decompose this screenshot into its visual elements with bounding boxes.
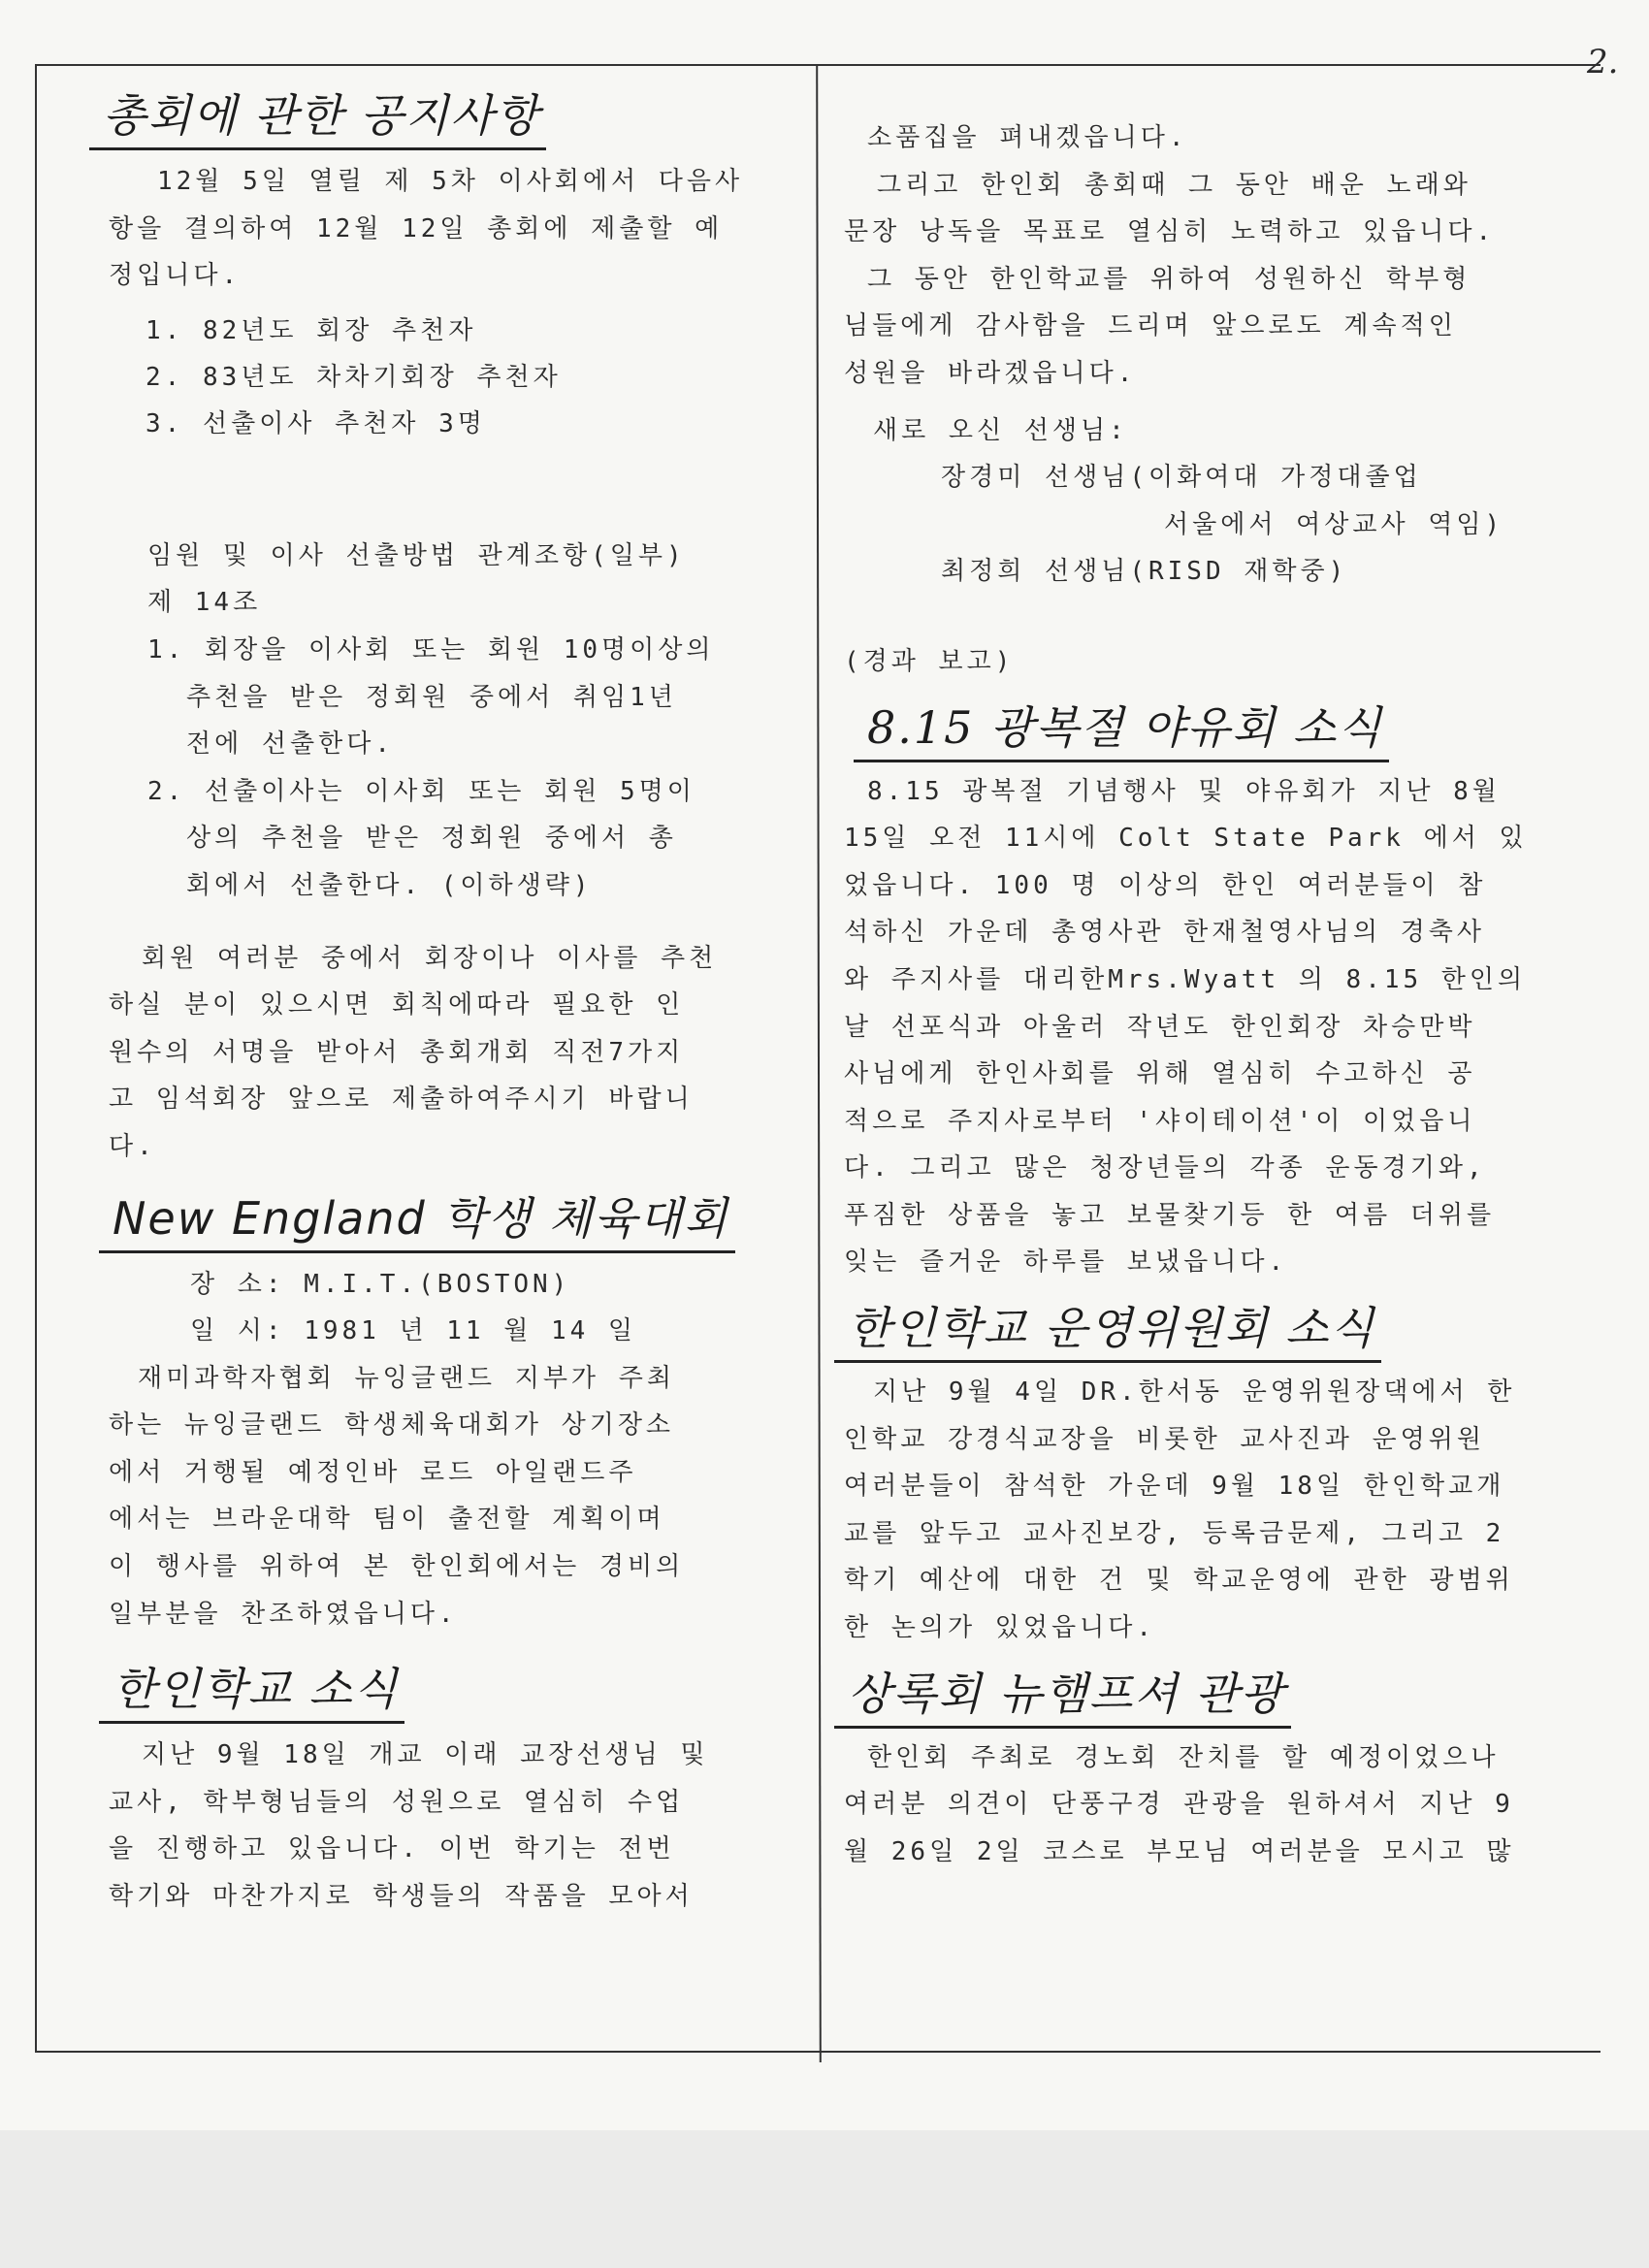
text-line: 회원 여러분 중에서 회장이나 이사를 추천: [142, 943, 718, 973]
text-line: 8.15 광복절 기념행사 및 야유회가 지난 8월: [867, 776, 1501, 806]
text-line: 12월 5일 열릴 제 5차 이사회에서 다음사: [157, 167, 744, 196]
text-line: 재미과학자협회 뉴잉글랜드 지부가 주최: [138, 1363, 675, 1393]
text-line: 한인회 주최로 경노회 잔치를 할 예정이었으나: [867, 1742, 1500, 1772]
text-line: 님들에게 감사함을 드리며 앞으로도 계속적인: [844, 311, 1457, 341]
text-line: 그 동안 한인학교를 위하여 성원하신 학부형: [867, 264, 1471, 294]
text-line: 적으로 주지사로부터 '샤이테이션'이 이었읍니: [844, 1106, 1476, 1136]
text-line: 회에서 선출한다. (이하생략): [186, 870, 593, 900]
text-line: 학기 예산에 대한 건 및 학교운영에 관한 광범위: [844, 1566, 1514, 1596]
text-line: 푸짐한 상품을 놓고 보물찾기등 한 여름 더위를: [844, 1200, 1496, 1230]
section-school-committee-news: [844, 1300, 1581, 1652]
text-line: 이 행사를 위하여 본 한인회에서는 경비의: [109, 1552, 685, 1582]
frame-left-rule: [35, 64, 37, 2053]
rule-item: [147, 627, 799, 768]
progress-report-label: (경과 보고): [844, 646, 1015, 676]
notice-intro: [109, 158, 799, 300]
section-heading: 한인학교 운영위원회 소식: [834, 1300, 1381, 1363]
section-heading: New England 학생 체육대회: [99, 1190, 735, 1253]
teacher-entry: 장경미 선생님(이화여대 가정대졸업: [941, 463, 1422, 493]
text-line: 다. 그리고 많은 청장년들의 각종 운동경기와,: [844, 1153, 1486, 1183]
section-heading: 한인학교 소식: [99, 1661, 404, 1724]
rules-article: 제 14조: [147, 588, 262, 618]
list-item: 3. 선출이사 추천자 3명: [146, 408, 486, 438]
text-line: 원수의 서명을 받아서 총회개회 직전7가지: [109, 1037, 685, 1067]
frame-top-rule: [37, 64, 1600, 66]
text-line: 상의 추천을 받은 정회원 중에서 총: [186, 824, 677, 854]
section-heading: 상록회 뉴햄프셔 관광: [834, 1666, 1291, 1729]
text-line: 었읍니다. 100 명 이상의 한인 여러분들이 참: [844, 870, 1487, 900]
text-line: 문장 낭독을 목표로 열심히 노력하고 있읍니다.: [844, 217, 1496, 247]
section-sports-meet: [109, 1190, 799, 1638]
text-line: 성원을 바라겠읍니다.: [844, 358, 1137, 388]
text-line: 하는 뉴잉글랜드 학생체육대회가 상기장소: [109, 1410, 675, 1441]
text-line: 지난 9월 4일 DR.한서동 운영위원장댁에서 한: [873, 1377, 1516, 1408]
text-line: 에서는 브라운대학 팀이 출전할 계획이며: [109, 1505, 665, 1535]
text-line: 2. 선출이사는 이사회 또는 회원 5명이: [147, 776, 695, 806]
text-line: 월 26일 2일 코스로 부모님 여러분을 모시고 많: [844, 1836, 1515, 1866]
text-line: 정입니다.: [109, 261, 242, 291]
rule-item: [147, 768, 799, 910]
text-line: 일부분을 찬조하였읍니다.: [109, 1599, 458, 1629]
event-date: 일 시: 1981 년 11 월 14 일: [190, 1316, 637, 1346]
text-line: 항을 결의하여 12월 12일 총회에 제출할 예: [109, 213, 724, 243]
text-line: 석하신 가운데 총영사관 한재철영사님의 경축사: [844, 918, 1485, 948]
text-line: 추천을 받은 정회원 중에서 취임1년: [186, 682, 677, 712]
left-column: [103, 87, 799, 1921]
scan-background: [0, 2130, 1649, 2268]
section-senior-club-tour: [844, 1666, 1581, 1876]
committee-body: [844, 1369, 1581, 1652]
page-number: 2.: [1587, 43, 1619, 81]
section-heading: 총회에 관한 공지사항: [89, 87, 546, 150]
text-line: 여러분들이 참석한 가운데 9월 18일 한인학교개: [844, 1472, 1505, 1502]
picnic-body: [844, 768, 1581, 1287]
frame-bottom-rule: [35, 2051, 1600, 2053]
event-details: [109, 1261, 799, 1355]
text-line: 교를 앞두고 교사진보강, 등록금문제, 그리고 2: [844, 1518, 1505, 1548]
text-line: 여러분 의견이 단풍구경 관광을 원하셔서 지난 9: [844, 1790, 1514, 1820]
teacher-entry: 최정희 선생님(RISD 재학중): [941, 557, 1348, 587]
text-line: 지난 9월 18일 개교 이래 교장선생님 및: [142, 1740, 709, 1770]
notice-outro: [109, 935, 799, 1171]
school-news-continued: [844, 114, 1581, 686]
new-teachers-label: 새로 오신 선생님:: [873, 415, 1128, 445]
section-general-meeting-notice: [103, 87, 799, 1171]
sports-body: [109, 1355, 799, 1638]
right-column: [844, 114, 1581, 1875]
text-line: 학기와 마찬가지로 학생들의 작품을 모아서: [109, 1882, 694, 1912]
text-line: 한 논의가 있었읍니다.: [844, 1613, 1156, 1643]
section-liberation-day-picnic: [844, 699, 1581, 1287]
list-item: 2. 83년도 차차기회장 추천자: [146, 362, 562, 392]
text-line: 을 진행하고 있읍니다. 이번 학기는 전번: [109, 1834, 675, 1864]
school-body: [109, 1732, 799, 1920]
rules-block: [109, 533, 799, 910]
text-line: 사님에게 한인사회를 위해 열심히 수고하신 공: [844, 1059, 1476, 1089]
text-line: 소품집을 펴내겠읍니다.: [867, 123, 1188, 152]
text-line: 에서 거행될 예정인바 로드 아일랜드주: [109, 1457, 637, 1487]
text-line: 전에 선출한다.: [186, 729, 395, 760]
text-line: 하실 분이 있으시면 회칙에따라 필요한 인: [109, 990, 685, 1021]
text-line: 고 임석회장 앞으로 제출하여주시기 바랍니: [109, 1085, 694, 1115]
text-line: 다.: [109, 1131, 156, 1161]
text-line: 와 주지사를 대리한Mrs.Wyatt 의 8.15 한인의: [844, 964, 1527, 994]
text-line: 그리고 한인회 총회때 그 동안 배운 노래와: [877, 170, 1471, 200]
event-place: 장 소: M.I.T.(BOSTON): [190, 1269, 571, 1299]
agenda-list: [109, 308, 799, 447]
text-line: 15일 오전 11시에 Colt State Park 에서 있: [844, 824, 1528, 854]
teacher-entry: 서울에서 여상교사 역임): [1164, 509, 1504, 539]
list-item: 1. 82년도 회장 추천자: [146, 315, 477, 345]
text-line: 잊는 즐거운 하루를 보냈읍니다.: [844, 1247, 1288, 1278]
text-line: 교사, 학부형님들의 성원으로 열심히 수업: [109, 1787, 685, 1817]
tour-body: [844, 1734, 1581, 1876]
section-korean-school-news: [109, 1661, 799, 1920]
section-heading: 8.15 광복절 야유회 소식: [854, 699, 1389, 762]
text-line: 인학교 강경식교장을 비롯한 교사진과 운영위원: [844, 1424, 1485, 1454]
text-line: 날 선포식과 아울러 작년도 한인회장 차승만박: [844, 1012, 1476, 1042]
text-line: 1. 회장을 이사회 또는 회원 10명이상의: [147, 634, 715, 664]
rules-title: 임원 및 이사 선출방법 관계조항(일부): [147, 540, 686, 570]
